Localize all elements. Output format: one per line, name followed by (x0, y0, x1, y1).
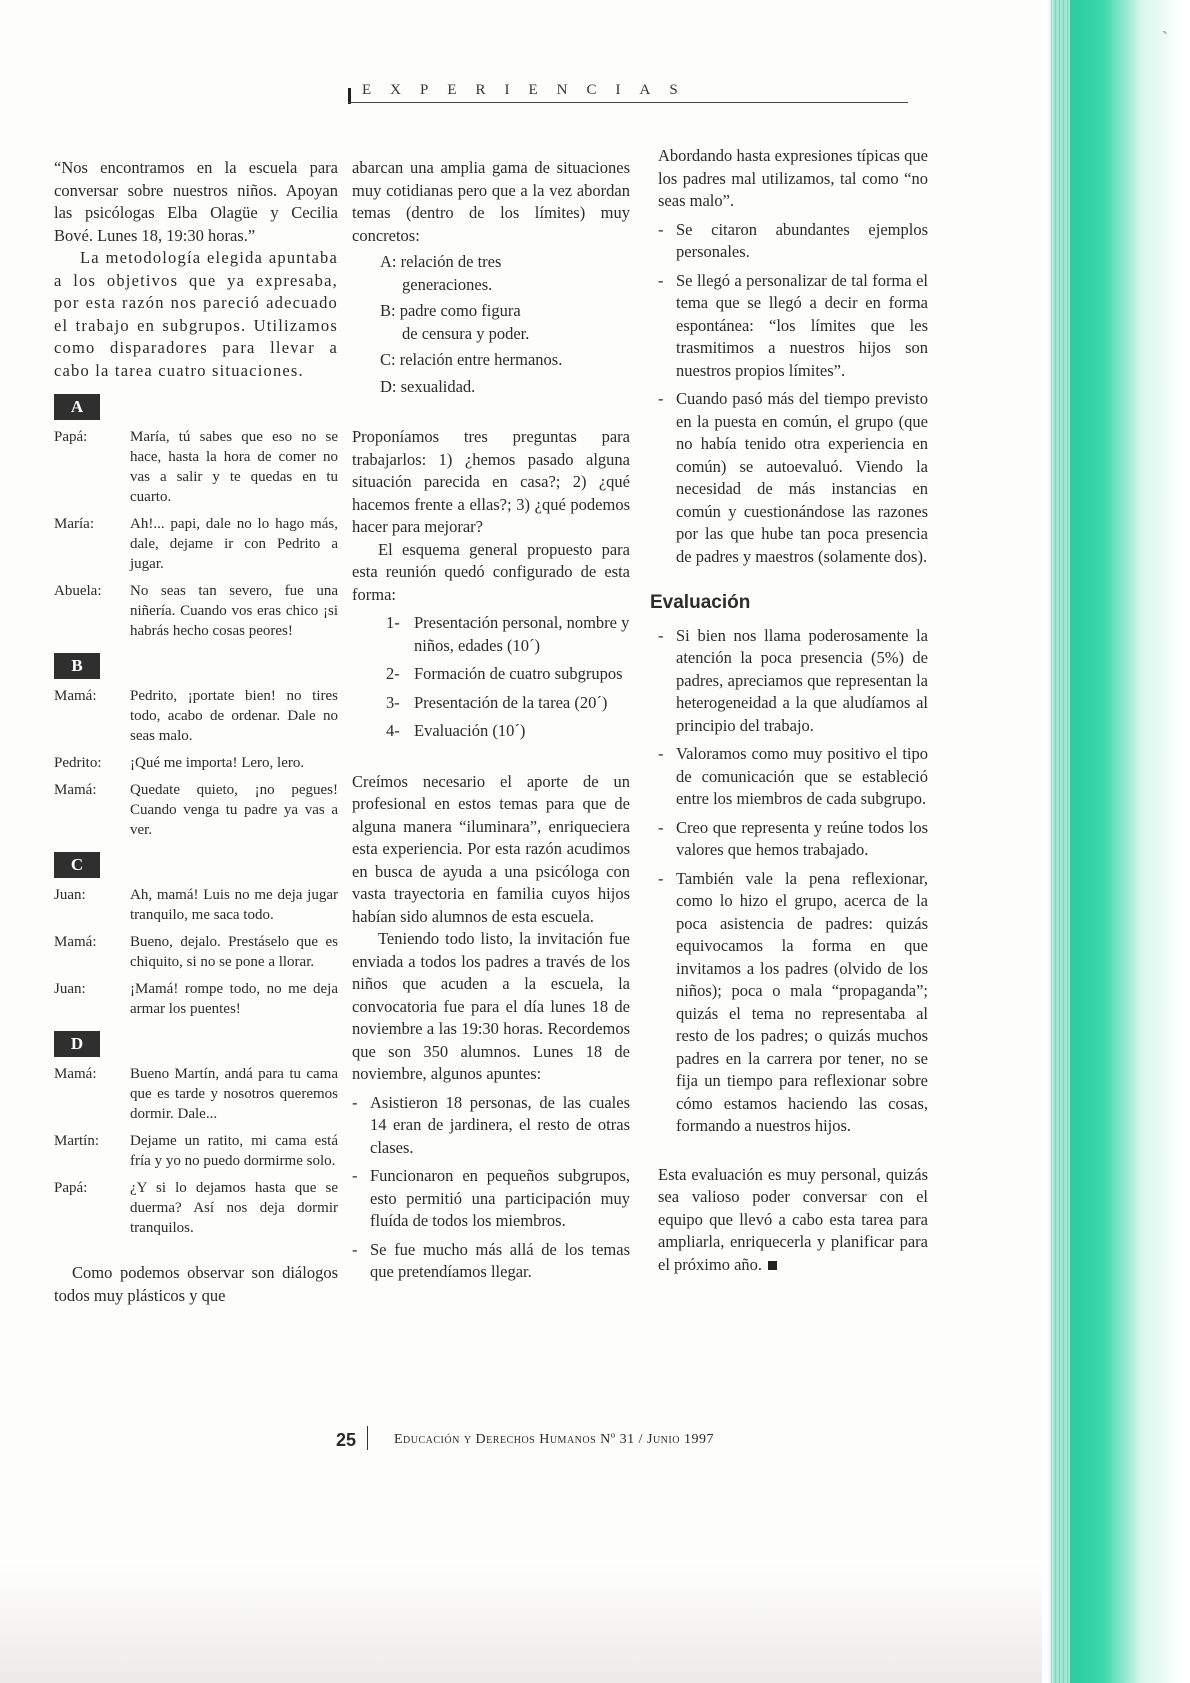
page-footer (336, 1430, 896, 1456)
evaluation-item (658, 817, 928, 862)
expressions-paragraph: Abordando hasta expresiones típicas que los padres mal utilizamos, tal como “no seas malo”. (658, 146, 928, 210)
item-number: 4- (386, 721, 400, 740)
dialogue-line (54, 780, 338, 840)
situation-label: D (54, 1031, 100, 1057)
speaker: Mamá: (54, 782, 97, 798)
observation-text: Se citaron abundantes ejemplos personales. (676, 219, 928, 261)
header-rule (348, 102, 908, 103)
dialogue-line (54, 753, 338, 773)
observations-list (658, 219, 928, 569)
note-item (352, 1092, 630, 1160)
dash: - (352, 1092, 358, 1112)
questions-paragraph: Proponíamos tres preguntas para trabajarlos: 1) ¿hemos pasado alguna situación parecida en casa?; 2) ¿qué hacemos frente a ellas?; 3) ¿qué podemos hacer para mejorar? (352, 427, 630, 536)
dialogue-line (54, 1064, 338, 1124)
invitation-quote: “Nos encontramos en la escuela para conversar sobre nuestros niños. Apoyan las psicólogas Elba Olagüe y Cecilia Bové. Lunes 18, 19:30 horas.” (54, 158, 338, 245)
item-number: 2- (386, 664, 400, 683)
themes-paragraph: abarcan una amplia gama de situaciones muy cotidianas pero que a la vez abordan temas (dentro de los límites) muy concretos: (352, 158, 630, 245)
speaker: Papá: (54, 429, 88, 445)
page-number: 25 (336, 1430, 357, 1450)
speaker: Papá: (54, 1180, 88, 1196)
speaker: Abuela: (54, 583, 102, 599)
observation-text: Se llegó a personalizar de tal forma el tema que se llegó a decir en forma espontánea: “los límites que les trasmitimos a nuestros hijos son nuestros propios límites”. (676, 270, 928, 380)
situation-label: A (54, 394, 100, 420)
item-number: 1- (386, 613, 400, 632)
item-text: Evaluación (10´) (414, 721, 526, 740)
theme-first-line: A: relación de tres (380, 252, 502, 271)
dialogue-line (54, 1131, 338, 1171)
observation-item (658, 219, 928, 264)
theme-item (380, 376, 630, 399)
situation-b (54, 641, 338, 840)
note-text: Funcionaron en pequeños subgrupos, esto permitió una participación muy fluída de todos los miembros. (370, 1166, 630, 1230)
methodology-paragraph: La metodología elegida apuntaba a los objetivos que ya expresaba, por esta razón nos pareció adecuado el trabajo en subgrupos. Utilizamos como disparadores para llevar a cabo la tarea cuatro situaciones. (54, 248, 338, 380)
evaluation-text: Valoramos como muy positivo el tipo de comunicación que se estableció entre los miembros de cada subgrupo. (676, 744, 928, 808)
evaluation-text: Si bien nos llama poderosamente la atención la poca presencia (5%) de padres, apreciamos que representan la heterogeneidad a la que aludíamos al principio del trabajo. (676, 625, 928, 735)
speaker: Martín: (54, 1133, 99, 1149)
end-mark-icon (768, 1261, 777, 1270)
theme-first-line: D: sexualidad. (380, 376, 476, 396)
evaluation-item (658, 625, 928, 738)
observation-item (658, 270, 928, 383)
situation-d (54, 1019, 338, 1238)
scan-speck: ˋ (1162, 28, 1168, 48)
observation-item (658, 388, 928, 568)
situation-c (54, 840, 338, 1019)
dash: - (658, 817, 664, 837)
speaker: Juan: (54, 887, 86, 903)
line-text: Bueno Martín, andá para tu cama que es tarde y nosotros queremos dormir. Dale... (130, 1066, 338, 1122)
situation-label: B (54, 653, 100, 679)
situation-label: C (54, 852, 100, 878)
publication-info: Educación y Derechos Humanos Nº 31 / Junio 1997 (394, 1432, 714, 1447)
dialogue-line (54, 581, 338, 641)
dash: - (352, 1166, 358, 1185)
speaker: Mamá: (54, 688, 97, 704)
note-text: Se fue mucho más allá de los temas que pretendíamos llegar. (370, 1239, 630, 1281)
scheme-paragraph: El esquema general propuesto para esta reunión quedó configurado de esta forma: (352, 539, 630, 604)
invitation-paragraph: Teniendo todo listo, la invitación fue enviada a todos los padres a través de los niños que acuden a la escuela, la convocatoria fue para el día lunes 18 de noviembre a las 19:30 horas. Recordemos que son 350 alumnos. Lunes 18 de noviembre, algunos apuntes: (352, 929, 630, 1083)
schedule-item (352, 720, 630, 743)
footer-separator (367, 1426, 368, 1450)
dash: - (658, 868, 664, 888)
line-text: Bueno, dejalo. Prestáselo que es chiquito, si no se pone a llorar. (130, 934, 338, 970)
line-text: Quedate quieto, ¡no pegues! Cuando venga tu padre ya vas a ver. (130, 782, 338, 838)
theme-first-line: B: padre como figura (380, 301, 521, 320)
speaker: Mamá: (54, 1066, 97, 1082)
closing-paragraph (658, 1164, 928, 1277)
column-3 (650, 145, 928, 1276)
line-text: ¡Mamá! rompe todo, no me deja armar los puentes! (130, 981, 338, 1017)
evaluation-item (658, 868, 928, 1138)
item-text: Presentación personal, nombre y niños, edades (10´) (414, 613, 630, 655)
evaluation-list (658, 625, 928, 1138)
scan-shadow (0, 1560, 1042, 1683)
dash: - (658, 744, 664, 763)
note-item (352, 1239, 630, 1284)
note-item (352, 1165, 630, 1233)
dash: - (658, 625, 664, 645)
line-text: Ah!... papi, dale no lo hago más, dale, dejame ir con Pedrito a jugar. (130, 516, 338, 572)
dialogue-line (54, 427, 338, 507)
dialogue-line (54, 514, 338, 574)
dialogue-line (54, 1178, 338, 1238)
column-1 (54, 157, 338, 1307)
line-text: No seas tan severo, fue una niñería. Cuando vos eras chico ¡si habrás hecho cosas peores! (130, 583, 338, 639)
line-text: ¿Y si lo dejamos hasta que se duerma? Así nos deja dormir tranquilos. (130, 1180, 338, 1236)
section-title: EXPERIENCIAS (362, 82, 697, 98)
line-text: Dejame un ratito, mi cama está fría y yo no puedo dormirme solo. (130, 1133, 338, 1169)
dash: - (658, 270, 664, 290)
stacked-page-edges (1048, 0, 1070, 1683)
theme-item (380, 300, 630, 345)
theme-first-line: C: relación entre hermanos. (380, 350, 563, 369)
speaker: María: (54, 516, 94, 532)
dash: - (352, 1239, 358, 1259)
closing-text: Esta evaluación es muy personal, quizás sea valioso poder conversar con el equipo que llevó a cabo esta tarea para ampliarla, enriquecerla y planificar para el próximo año. (658, 1164, 928, 1274)
professional-paragraph: Creímos necesario el aporte de un profesional en estos temas para que de alguna manera “iluminara”, enriqueciera esta experiencia. Por esta razón acudimos en busca de ayuda a una psicóloga con vasta trayectoria en familia cuyos hijos habían sido alumnos de esta escuela. (352, 771, 630, 926)
theme-continuation: de censura y poder. (402, 323, 530, 343)
dialogue-line (54, 686, 338, 746)
note-text: Asistieron 18 personas, de las cuales 14 eran de jardinera, el resto de otras clases. (370, 1092, 630, 1157)
section-header (348, 82, 908, 106)
dialogue-closing: Como podemos observar son diálogos todos muy plásticos y que (54, 1263, 338, 1305)
speaker: Pedrito: (54, 755, 102, 771)
schedule-item (352, 663, 630, 686)
dialogue-line (54, 979, 338, 1019)
theme-item (380, 251, 630, 296)
evaluation-heading: Evaluación (650, 592, 751, 613)
evaluation-text: Creo que representa y reúne todos los valores que hemos trabajado. (676, 817, 928, 859)
line-text: Ah, mamá! Luis no me deja jugar tranquilo, me saca todo. (130, 887, 338, 923)
line-text: María, tú sabes que eso no se hace, hasta la hora de comer no vas a salir y te quedas en tu cuarto. (130, 429, 338, 505)
speaker: Mamá: (54, 934, 97, 950)
dialogue-line (54, 885, 338, 925)
item-text: Formación de cuatro subgrupos (414, 664, 623, 683)
dialogue-line (54, 932, 338, 972)
theme-item (380, 349, 630, 372)
schedule-item (352, 692, 630, 715)
line-text: Pedrito, ¡portate bien! no tires todo, acabo de ordenar. Dale no seas malo. (130, 688, 338, 744)
item-number: 3- (386, 692, 400, 712)
observation-text: Cuando pasó más del tiempo previsto en la puesta en común, el grupo (que no había tenido otra experiencia en común) se autoevaluó. Viendo la necesidad de más instancias en común y cuestionándose las razones por las que hube tan poca presencia de padres y maestros (solamente dos). (676, 389, 928, 566)
situation-a (54, 382, 338, 641)
schedule-item (352, 612, 630, 657)
item-text: Presentación de la tarea (20´) (414, 692, 608, 712)
dash: - (658, 389, 664, 408)
column-2 (352, 157, 630, 1284)
dash: - (658, 219, 664, 239)
line-text: ¡Qué me importa! Lero, lero. (130, 755, 305, 771)
speaker: Juan: (54, 981, 86, 997)
schedule-list (352, 612, 630, 743)
evaluation-item (658, 743, 928, 811)
themes-list (352, 251, 630, 398)
theme-continuation: generaciones. (402, 274, 493, 294)
notes-list (352, 1092, 630, 1284)
evaluation-text: También vale la pena reflexionar, como lo hizo el grupo, acerca de la poca asistencia de padres: quizás equivocamos la forma en que invitamos a los padres (olvido de los niños); poca o mala “propaganda”; quizás el tema no representaba al resto de los padres; o quizás muchos padres en la carrera por tener, no se fija un tiempo para reflexionar sobre cómo estamos haciendo las cosas, formando a nuestros hijos. (676, 868, 928, 1135)
